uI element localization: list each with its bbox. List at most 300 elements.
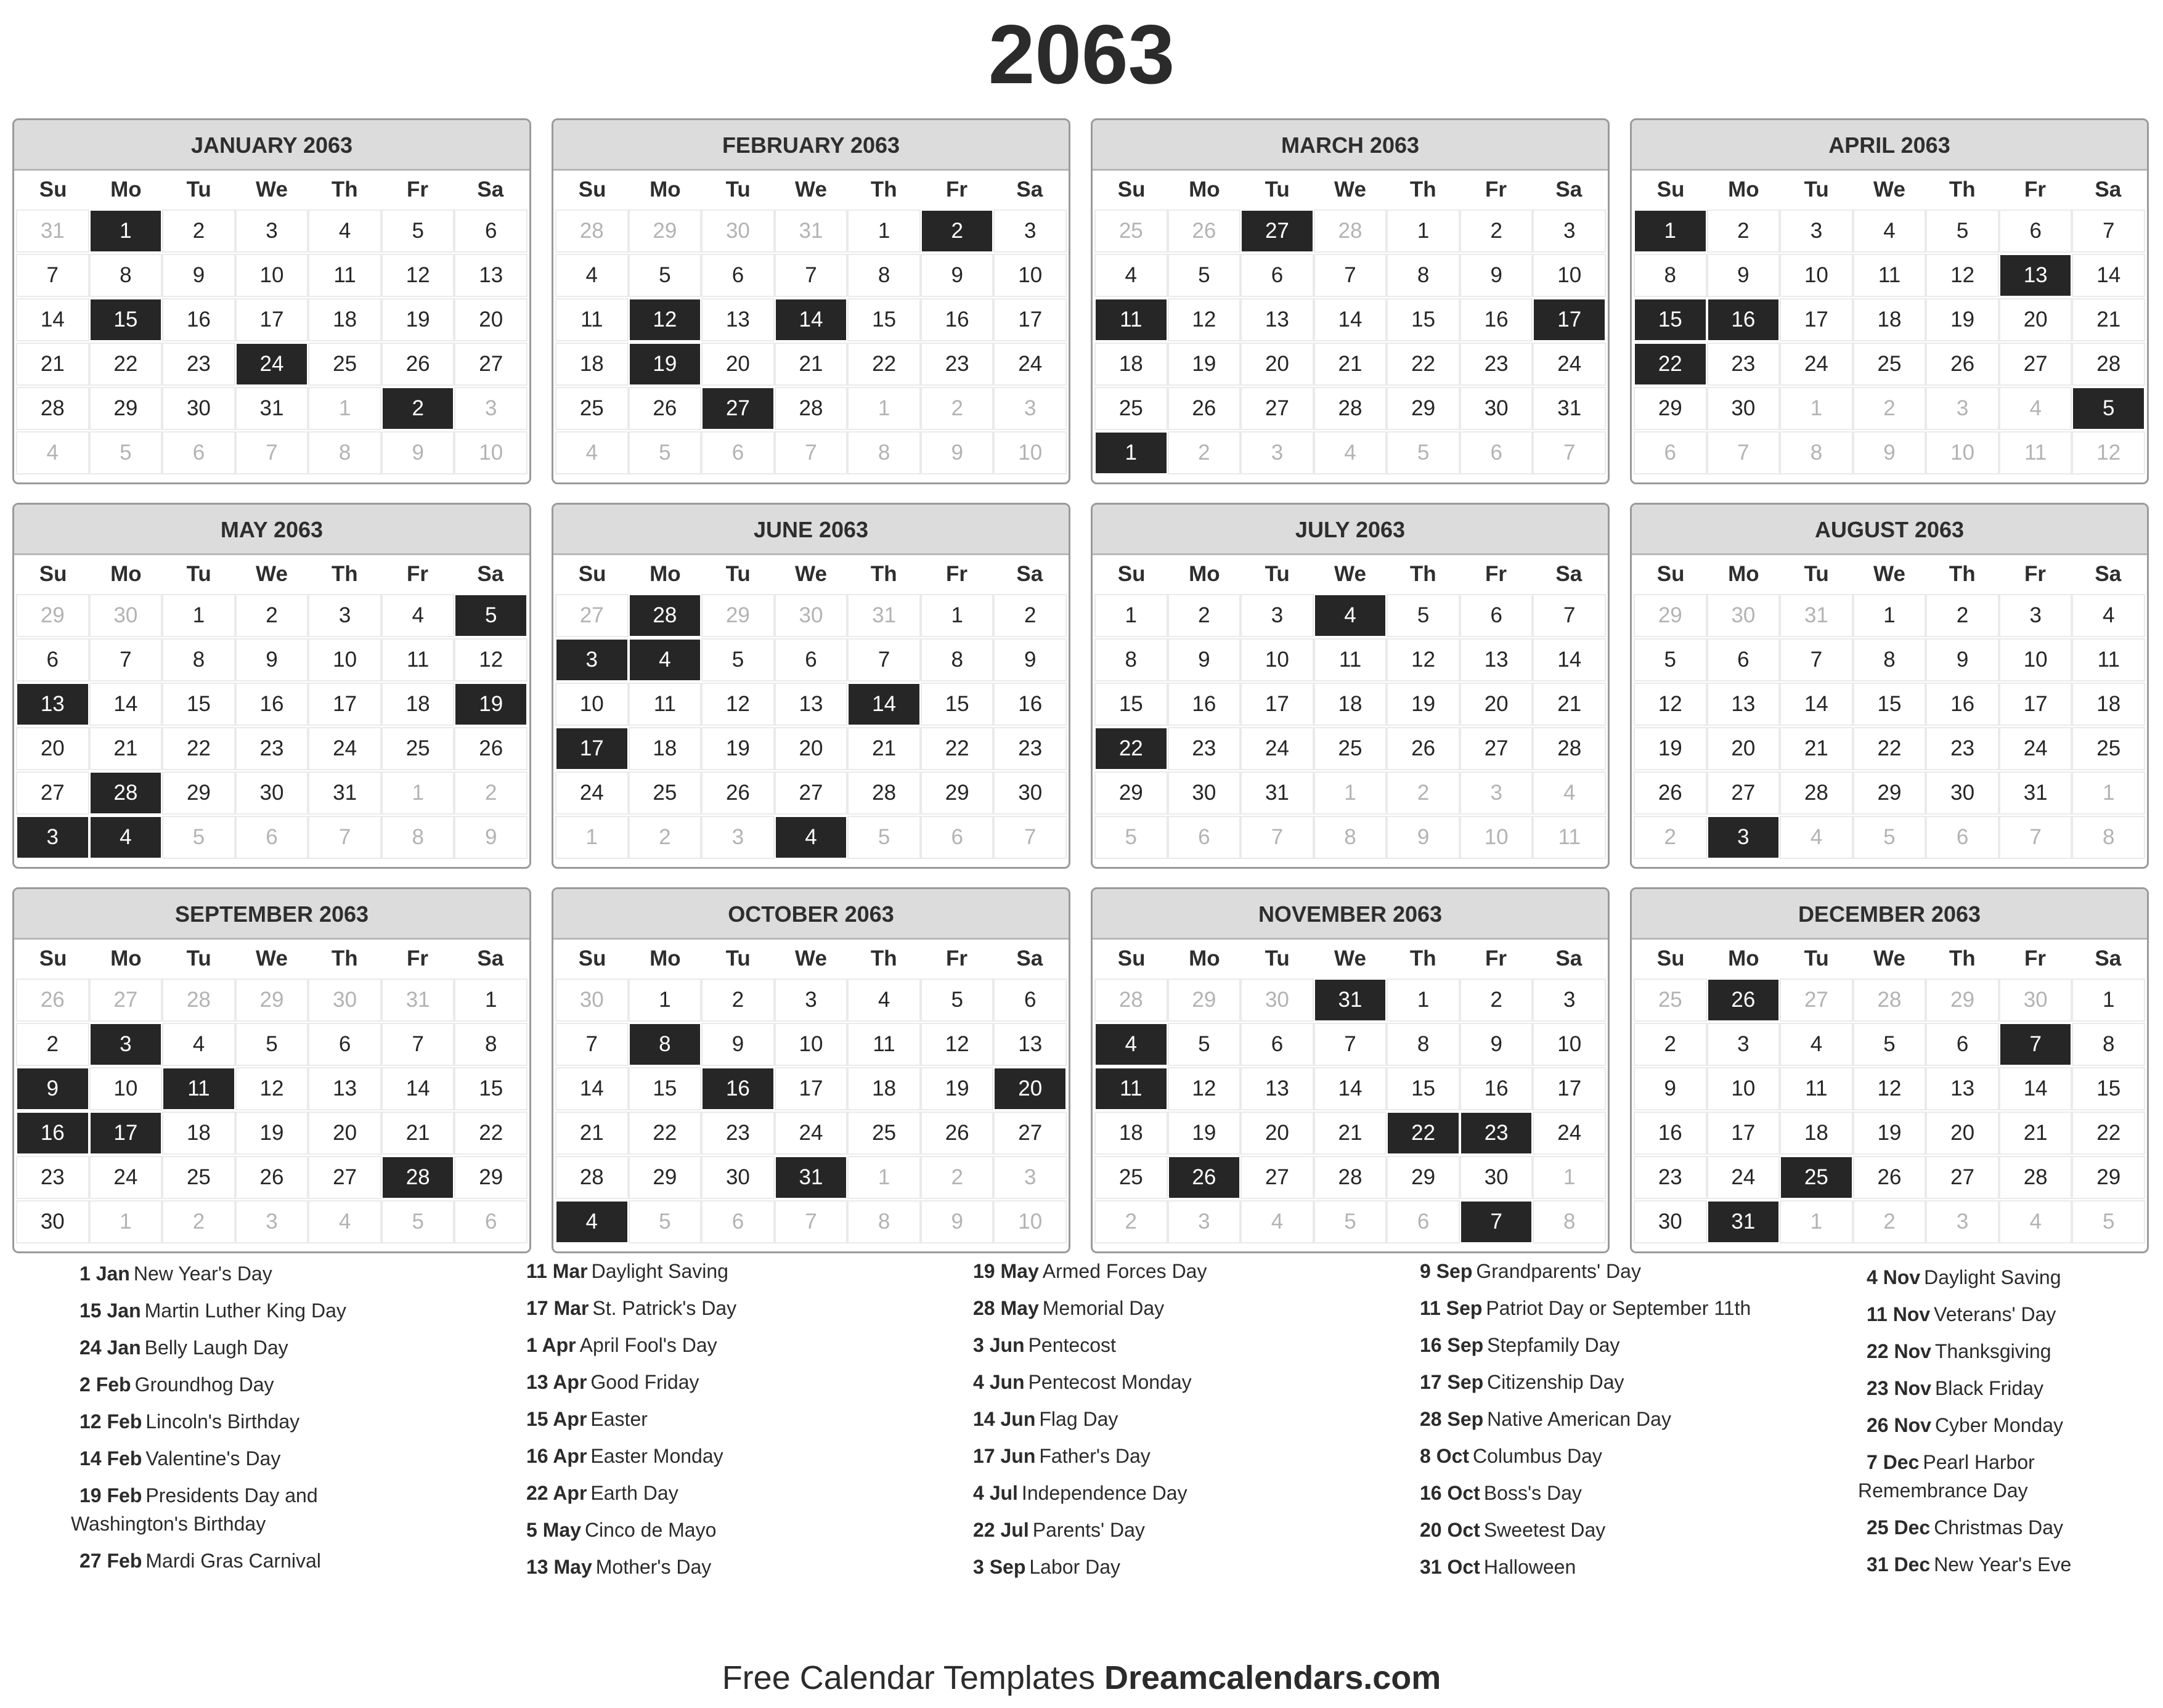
day-cell: 11 (309, 255, 380, 296)
holiday-day-cell: 14 (776, 299, 847, 340)
holiday-day-cell: 17 (91, 1113, 161, 1153)
day-cell: 13 (703, 299, 773, 340)
week-row (555, 771, 1067, 815)
holiday-name: Mother's Day (595, 1556, 712, 1578)
day-cell: 3 (1781, 211, 1852, 251)
holiday-name: Black Friday (1934, 1377, 2043, 1399)
week-row (555, 682, 1067, 726)
adjacent-month-day-cell: 8 (1315, 817, 1386, 858)
week-row (16, 682, 528, 726)
holiday-day-cell: 3 (556, 640, 627, 680)
holiday-day-cell: 13 (17, 684, 88, 725)
day-cell: 2 (1708, 211, 1779, 251)
week-row (1094, 978, 1606, 1022)
weekday-header-row (553, 940, 1069, 978)
day-cell: 7 (91, 640, 161, 680)
day-cell: 22 (455, 1113, 526, 1153)
week-row (555, 1155, 1067, 1200)
day-cell: 14 (2073, 255, 2144, 296)
weekday-label: Mo (650, 177, 681, 201)
holiday-day-cell: 17 (1534, 299, 1605, 340)
holiday-column (964, 1257, 1310, 1590)
day-cell: 14 (1315, 299, 1386, 340)
holiday-column (1858, 1263, 2141, 1587)
day-cell: 4 (1854, 211, 1925, 251)
adjacent-month-day-cell: 29 (237, 980, 308, 1020)
day-cell: 12 (1854, 1068, 1925, 1109)
holiday-date: 13 Apr (526, 1371, 587, 1393)
week-row (16, 726, 528, 771)
holiday-date: 31 Oct (1420, 1556, 1480, 1578)
day-cell: 9 (237, 640, 308, 680)
day-cell: 12 (383, 255, 454, 296)
day-cell: 11 (630, 684, 701, 725)
day-cell: 23 (1169, 728, 1240, 769)
week-row (1634, 1155, 2145, 1200)
day-cell: 23 (922, 344, 993, 384)
holiday-entry (71, 1296, 416, 1325)
weekday-label: Mo (1728, 177, 1759, 201)
day-cell: 22 (849, 344, 919, 384)
day-cell: 24 (1534, 344, 1605, 384)
week-row (555, 1111, 1067, 1155)
day-cell: 21 (556, 1113, 627, 1153)
day-cell: 24 (995, 344, 1065, 384)
weekday-label: Fr (2024, 177, 2047, 201)
day-cell: 11 (849, 1024, 919, 1065)
holiday-entry (518, 1294, 863, 1322)
day-cell: 22 (163, 728, 234, 769)
week-row (1634, 431, 2145, 475)
holiday-date: 28 May (973, 1297, 1039, 1319)
holiday-name: Pentecost (1028, 1334, 1116, 1356)
adjacent-month-day-cell: 1 (2073, 773, 2144, 813)
adjacent-month-day-cell: 6 (237, 817, 308, 858)
week-row (1094, 1067, 1606, 1111)
week-row (1634, 682, 2145, 726)
holiday-name: Cyber Monday (1934, 1414, 2064, 1436)
day-cell: 29 (1388, 388, 1459, 429)
day-cell: 18 (163, 1113, 234, 1153)
holiday-day-cell: 23 (1461, 1113, 1532, 1153)
weekday-label: Sa (1555, 177, 1583, 201)
adjacent-month-day-cell: 6 (455, 1202, 526, 1242)
day-cell: 4 (556, 255, 627, 296)
month-calendar (1630, 503, 2149, 869)
month-title: MARCH 2063 (1093, 120, 1608, 171)
adjacent-month-day-cell: 26 (17, 980, 88, 1020)
week-row (16, 593, 528, 638)
day-cell: 12 (1169, 1068, 1240, 1109)
day-cell: 18 (849, 1068, 919, 1109)
month-calendar (12, 503, 531, 869)
day-cell: 24 (556, 773, 627, 813)
weekday-label: Sa (477, 177, 504, 201)
day-cell: 30 (1169, 773, 1240, 813)
day-cell: 24 (776, 1113, 847, 1153)
day-cell: 20 (1461, 684, 1532, 725)
day-cell: 20 (1708, 728, 1779, 769)
adjacent-month-day-cell: 5 (630, 1202, 701, 1242)
holiday-entry (1411, 1553, 1756, 1581)
weekday-label: Sa (2095, 946, 2122, 970)
adjacent-month-day-cell: 30 (556, 980, 627, 1020)
holiday-day-cell: 27 (703, 388, 773, 429)
day-cell: 24 (2000, 728, 2071, 769)
day-cell: 4 (1096, 255, 1167, 296)
day-cell: 13 (1927, 1068, 1998, 1109)
adjacent-month-day-cell: 7 (2000, 817, 2071, 858)
weekday-label: Tu (1265, 562, 1290, 586)
adjacent-month-day-cell: 3 (237, 1202, 308, 1242)
week-row (1094, 1111, 1606, 1155)
weekday-label: Mo (110, 946, 142, 970)
weekday-label: Mo (1189, 177, 1220, 201)
adjacent-month-day-cell: 28 (163, 980, 234, 1020)
day-cell: 14 (1315, 1068, 1386, 1109)
week-row (555, 209, 1067, 253)
adjacent-month-day-cell: 6 (1927, 817, 1998, 858)
week-row (16, 431, 528, 475)
day-cell: 18 (1315, 684, 1386, 725)
weekday-label: Mo (650, 946, 681, 970)
month-title: JANUARY 2063 (14, 120, 529, 171)
day-cell: 6 (2000, 211, 2071, 251)
day-cell: 13 (1461, 640, 1532, 680)
weekday-label: Th (331, 177, 358, 201)
adjacent-month-day-cell: 8 (849, 433, 919, 473)
day-cell: 8 (1388, 1024, 1459, 1065)
holiday-entry (1858, 1448, 2141, 1505)
day-cell: 8 (1096, 640, 1167, 680)
day-cell: 16 (163, 299, 234, 340)
adjacent-month-day-cell: 1 (849, 388, 919, 429)
week-row (1094, 815, 1606, 860)
adjacent-month-day-cell: 27 (556, 595, 627, 636)
adjacent-month-day-cell: 30 (1242, 980, 1313, 1020)
day-cell: 2 (1635, 1024, 1706, 1065)
week-row (555, 342, 1067, 386)
day-cell: 30 (237, 773, 308, 813)
month-calendar (1091, 887, 1610, 1253)
day-cell: 21 (1534, 684, 1605, 725)
holiday-entry (518, 1442, 863, 1470)
holiday-name: New Year's Eve (1934, 1553, 2072, 1576)
day-cell: 17 (776, 1068, 847, 1109)
day-cell: 21 (1781, 728, 1852, 769)
adjacent-month-day-cell: 31 (776, 211, 847, 251)
holiday-entry (1411, 1294, 1756, 1322)
adjacent-month-day-cell: 12 (2073, 433, 2144, 473)
holiday-name: Christmas Day (1934, 1516, 2063, 1539)
day-cell: 25 (1315, 728, 1386, 769)
day-cell: 27 (2000, 344, 2071, 384)
holiday-day-cell: 17 (556, 728, 627, 769)
weekday-label: Sa (2095, 562, 2122, 586)
week-row (1634, 386, 2145, 431)
week-row (1634, 1067, 2145, 1111)
week-row (1634, 593, 2145, 638)
day-cell: 8 (922, 640, 993, 680)
week-row (1094, 726, 1606, 771)
holiday-day-cell: 22 (1388, 1113, 1459, 1153)
adjacent-month-day-cell: 31 (849, 595, 919, 636)
holiday-name: New Year's Day (133, 1263, 272, 1285)
day-cell: 21 (2000, 1113, 2071, 1153)
adjacent-month-day-cell: 1 (91, 1202, 161, 1242)
holiday-name: Columbus Day (1473, 1445, 1602, 1467)
holiday-date: 16 Sep (1420, 1334, 1484, 1356)
holiday-entry (964, 1257, 1310, 1285)
day-cell: 26 (1854, 1157, 1925, 1198)
adjacent-month-day-cell: 10 (1461, 817, 1532, 858)
holiday-day-cell: 19 (630, 344, 701, 384)
day-cell: 19 (1169, 344, 1240, 384)
holiday-date: 25 Dec (1867, 1516, 1931, 1539)
holiday-date: 7 Dec (1867, 1451, 1920, 1473)
adjacent-month-day-cell: 2 (630, 817, 701, 858)
day-cell: 20 (17, 728, 88, 769)
day-cell: 5 (630, 255, 701, 296)
day-cell: 2 (1461, 980, 1532, 1020)
holiday-day-cell: 4 (1096, 1024, 1167, 1065)
holiday-entry (1858, 1513, 2141, 1542)
week-row (1094, 1200, 1606, 1244)
day-cell: 28 (1315, 1157, 1386, 1198)
day-cell: 5 (1927, 211, 1998, 251)
day-cell: 18 (1854, 299, 1925, 340)
weekday-header-row (1632, 171, 2147, 209)
day-cell: 12 (1635, 684, 1706, 725)
day-cell: 2 (1169, 595, 1240, 636)
week-row (16, 771, 528, 815)
day-cell: 1 (922, 595, 993, 636)
holiday-date: 28 Sep (1420, 1408, 1484, 1430)
day-cell: 29 (1635, 388, 1706, 429)
day-cell: 25 (1096, 388, 1167, 429)
day-cell: 22 (1388, 344, 1459, 384)
day-cell: 18 (1096, 344, 1167, 384)
day-grid (1093, 209, 1608, 476)
day-cell: 12 (455, 640, 526, 680)
week-row (1634, 815, 2145, 860)
weekday-label: Sa (1016, 177, 1043, 201)
day-cell: 29 (630, 1157, 701, 1198)
day-cell: 8 (2073, 1024, 2144, 1065)
day-cell: 28 (2000, 1157, 2071, 1198)
adjacent-month-day-cell: 4 (1315, 433, 1386, 473)
weekday-label: Tu (1265, 177, 1290, 201)
holiday-date: 17 Mar (526, 1297, 589, 1319)
adjacent-month-day-cell: 9 (455, 817, 526, 858)
day-cell: 28 (556, 1157, 627, 1198)
adjacent-month-day-cell: 8 (1534, 1202, 1605, 1242)
week-row (1094, 431, 1606, 475)
adjacent-month-day-cell: 8 (309, 433, 380, 473)
day-cell: 28 (1534, 728, 1605, 769)
week-row (555, 978, 1067, 1022)
week-row (555, 1067, 1067, 1111)
week-row (555, 726, 1067, 771)
day-cell: 30 (1461, 388, 1532, 429)
holiday-entry (1858, 1550, 2141, 1579)
holiday-date: 14 Jun (973, 1408, 1036, 1430)
day-cell: 8 (1388, 255, 1459, 296)
day-cell: 29 (91, 388, 161, 429)
day-cell: 20 (1242, 1113, 1313, 1153)
weekday-label: Fr (1485, 177, 1507, 201)
day-cell: 6 (1242, 255, 1313, 296)
day-cell: 2 (1927, 595, 1998, 636)
day-grid (14, 593, 529, 861)
day-grid (553, 978, 1069, 1245)
adjacent-month-day-cell: 6 (922, 817, 993, 858)
week-row (1634, 638, 2145, 682)
adjacent-month-day-cell: 30 (776, 595, 847, 636)
week-row (1094, 1155, 1606, 1200)
adjacent-month-day-cell: 4 (17, 433, 88, 473)
adjacent-month-day-cell: 30 (2000, 980, 2071, 1020)
day-cell: 3 (1708, 1024, 1779, 1065)
holiday-name: Stepfamily Day (1487, 1334, 1620, 1356)
holiday-entry (1858, 1411, 2141, 1439)
weekday-label: Su (39, 562, 67, 586)
day-cell: 21 (2073, 299, 2144, 340)
holiday-name: Martin Luther King Day (144, 1299, 346, 1322)
holiday-entry (71, 1370, 416, 1399)
holiday-name: Belly Laugh Day (144, 1336, 288, 1359)
holiday-day-cell: 22 (1635, 344, 1706, 384)
week-row (16, 386, 528, 431)
adjacent-month-day-cell: 7 (995, 817, 1065, 858)
weekday-label: Th (331, 946, 358, 970)
weekday-label: Sa (477, 562, 504, 586)
holiday-day-cell: 9 (17, 1068, 88, 1109)
holiday-name: Citizenship Day (1487, 1371, 1624, 1393)
holiday-name: Cinco de Mayo (584, 1519, 717, 1541)
day-cell: 27 (1708, 773, 1779, 813)
week-row (1634, 978, 2145, 1022)
day-cell: 7 (1781, 640, 1852, 680)
adjacent-month-day-cell: 11 (1534, 817, 1605, 858)
day-cell: 5 (703, 640, 773, 680)
adjacent-month-day-cell: 29 (1635, 595, 1706, 636)
day-cell: 14 (383, 1068, 454, 1109)
day-cell: 29 (1388, 1157, 1459, 1198)
holiday-day-cell: 31 (1315, 980, 1386, 1020)
holiday-entry (518, 1368, 863, 1396)
holiday-day-cell: 13 (2000, 255, 2071, 296)
day-cell: 19 (1169, 1113, 1240, 1153)
weekday-label: Su (578, 562, 606, 586)
weekday-header-row (553, 555, 1069, 593)
weekday-label: Fr (946, 946, 968, 970)
day-cell: 10 (2000, 640, 2071, 680)
weekday-label: Sa (1016, 562, 1043, 586)
month-title: AUGUST 2063 (1632, 505, 2147, 555)
weekday-label: Su (578, 177, 606, 201)
day-cell: 8 (1635, 255, 1706, 296)
adjacent-month-day-cell: 2 (1388, 773, 1459, 813)
day-cell: 1 (630, 980, 701, 1020)
day-cell: 21 (1315, 1113, 1386, 1153)
holiday-day-cell: 2 (383, 388, 454, 429)
month-calendar (552, 887, 1070, 1253)
holiday-entry (1858, 1374, 2141, 1402)
day-cell: 1 (1388, 980, 1459, 1020)
day-cell: 2 (703, 980, 773, 1020)
day-cell: 21 (91, 728, 161, 769)
day-cell: 11 (1854, 255, 1925, 296)
holiday-day-cell: 7 (2000, 1024, 2071, 1065)
holiday-name: Thanksgiving (1934, 1340, 2051, 1362)
week-row (1094, 638, 1606, 682)
adjacent-month-day-cell: 3 (995, 1157, 1065, 1198)
adjacent-month-day-cell: 5 (163, 817, 234, 858)
day-cell: 5 (1169, 1024, 1240, 1065)
month-calendar (12, 118, 531, 484)
day-cell: 15 (1096, 684, 1167, 725)
weekday-label: Fr (407, 946, 429, 970)
month-calendar (552, 118, 1070, 484)
month-title: APRIL 2063 (1632, 120, 2147, 171)
day-cell: 19 (1854, 1113, 1925, 1153)
day-cell: 25 (383, 728, 454, 769)
week-row (1634, 726, 2145, 771)
weekday-label: Fr (1485, 946, 1507, 970)
holiday-name: Armed Forces Day (1042, 1260, 1207, 1282)
day-cell: 30 (1708, 388, 1779, 429)
day-cell: 24 (309, 728, 380, 769)
holiday-day-cell: 19 (455, 684, 526, 725)
weekday-header-row (1093, 171, 1608, 209)
day-cell: 5 (1169, 255, 1240, 296)
weekday-label: Tu (1804, 946, 1829, 970)
day-grid (14, 978, 529, 1245)
holiday-day-cell: 11 (163, 1068, 234, 1109)
adjacent-month-day-cell: 2 (922, 1157, 993, 1198)
weekday-label: Tu (725, 177, 751, 201)
weekday-label: Sa (1555, 946, 1583, 970)
adjacent-month-day-cell: 9 (1388, 817, 1459, 858)
adjacent-month-day-cell: 6 (1388, 1202, 1459, 1242)
day-cell: 15 (1388, 299, 1459, 340)
day-grid (1632, 978, 2147, 1245)
week-row (16, 253, 528, 298)
week-row (555, 431, 1067, 475)
footer-brand[interactable]: Dreamcalendars.com (1104, 1659, 1441, 1696)
holiday-day-cell: 26 (1708, 980, 1779, 1020)
day-cell: 5 (1635, 640, 1706, 680)
holiday-day-cell: 8 (630, 1024, 701, 1065)
day-cell: 21 (17, 344, 88, 384)
adjacent-month-day-cell: 31 (17, 211, 88, 251)
day-cell: 10 (91, 1068, 161, 1109)
adjacent-month-day-cell: 2 (1635, 817, 1706, 858)
weekday-label: Mo (1728, 562, 1759, 586)
adjacent-month-day-cell: 2 (1854, 1202, 1925, 1242)
day-cell: 14 (17, 299, 88, 340)
holiday-day-cell: 16 (17, 1113, 88, 1153)
weekday-label: We (795, 177, 827, 201)
day-grid (1093, 978, 1608, 1245)
adjacent-month-day-cell: 1 (556, 817, 627, 858)
day-cell: 23 (163, 344, 234, 384)
holiday-day-cell: 28 (630, 595, 701, 636)
day-cell: 2 (237, 595, 308, 636)
day-cell: 17 (2000, 684, 2071, 725)
holiday-day-cell: 31 (1708, 1202, 1779, 1242)
